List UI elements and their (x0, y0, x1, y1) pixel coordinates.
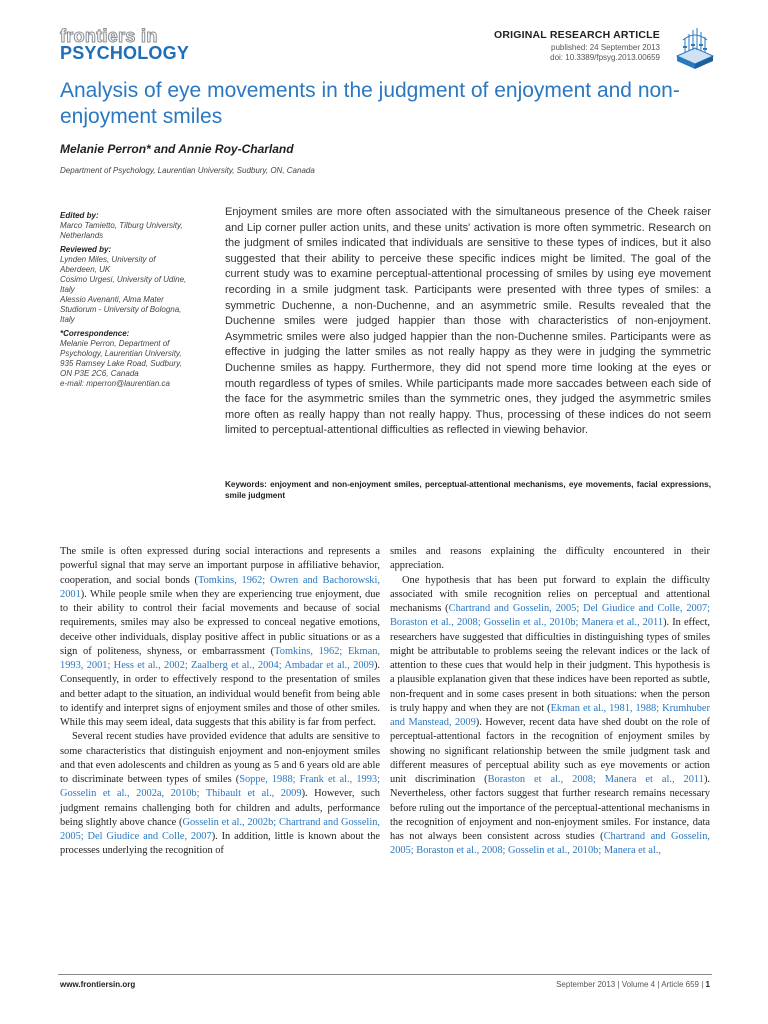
editorial-sidebar (60, 207, 210, 389)
citation-link[interactable]: Chartrand and Gosselin, 2005; Del Giudice and Colle, 2007; Boraston et al., 2008; Gosselin et al., 2010b; Manera et al., 2011 (390, 603, 710, 629)
affiliation: Department of Psychology, Laurentian University, Sudbury, ON, Canada (60, 166, 315, 175)
abstract: Enjoyment smiles are more often associated with the simultaneous presence of the Cheek raiser and Lip corner puller action units, and these units' activation is more often symmetric. Research on the judgment of smiles indicated that individuals are sensitive to these types of indices, but it also suggested that their ability to perceive these specific indices might be limited. The goal of the current study was to examine perceptual-attentional processing of smiles by using eye movement recording in a smile judgment task. Participants were presented with three types of smiles: a symmetric Duchenne, a non-Duchenne, and an asymmetric smile. Results revealed that the Duchenne smiles were judged happier than those with characteristics of non-enjoyment. Asymmetric smiles were also judged happier than the non-Duchenne smiles. Participants were as effective in judging the latter smiles as not really happy as they were in judging the symmetric Duchenne smiles as happy. Furthermore, they did not spend more time looking at the eyes or mouth regardless of types of smiles. While participants made more saccades between each side of the face for the asymmetric smiles than the symmetric ones, they judged the asymmetric smiles more often as really happy than not really happy. Thus, processing of these indices do not seem limited to perceptual-attentional difficulties as reflected in viewing behavior. (225, 206, 711, 437)
keywords-label: Keywords: (225, 480, 267, 489)
journal-emblem-icon (671, 24, 719, 70)
paragraph (60, 545, 380, 730)
citation-link[interactable]: Soppe, 1988; Frank et al., 1993; Gosselin et al., 2002a, 2010b; Thibault et al., 2009 (60, 774, 380, 800)
journal-logo-line1: frontiers in (60, 26, 158, 46)
edited-by-heading: Edited by: (60, 211, 99, 220)
body-text: ). However, recent data have shed doubt on the role of perceptual-attentional factors in the recognition of enjoyment smiles by showing no significant relationship between the smile judgment task and different measures of perceptual ability such as eye movements or action unit discrimination ( (390, 717, 710, 785)
footer-issue-info (480, 980, 710, 989)
citation-link[interactable]: Tomkins, 1962; Ekman, 1993, 2001; Hess et al., 2002; Zaalberg et al., 2004; Ambadar et al., 2009 (60, 645, 380, 671)
body-text: ). While people smile when they are experiencing true enjoyment, due to their ability to control their facial movements and because of social requirements, smiles may also be expressed to conceal negative emotions, deceive other individuals, display positive affect in public situations or as a sign of politeness, shyness, or embarrassment ( (60, 588, 380, 657)
reviewed-by-text: Lynden Miles, University of Aberdeen, UK Cosimo Urgesi, University of Udine, Italy Alessio Avenanti, Alma Mater Studiorum - University of Bologna, Italy (60, 255, 187, 324)
reviewed-by-heading: Reviewed by: (60, 245, 112, 254)
citation-link[interactable]: Boraston et al., 2008; Manera et al., 2011 (487, 774, 704, 785)
doi: doi: 10.3389/fpsyg.2013.00659 (550, 53, 660, 62)
body-text: ). In effect, researchers have suggested that difficulties in distinguishing types of smiles might be attributable to problems seeing the relevant indices or the lack of attention to these cues that would help in their judgment. This hypothesis is a plausible explanation given that these indices have been reported as subtle, non-frequent and in some cases present in both situations: when the person is truly happy and when they are not ( (390, 617, 710, 714)
body-text: ). Consequently, in order to effectively respond to the presentation of smiles and better adapt to the situation, an individual would benefit from being able to identify and interpret signs of enjoyment smiles and those of other smiles. While this may seem ideal, data suggests that this ability is far from perfect. (60, 660, 380, 728)
edited-by-text: Marco Tamietto, Tilburg University, Netherlands (60, 221, 183, 240)
body-text: One hypothesis that has been put forward to explain the difficulty associated with smile recognition relies on perceptual and attentional mechanisms ( (390, 574, 710, 614)
body-text: The smile is often expressed during social interactions and represents a powerful signal that may serve an important purpose in affiliative behavior, cooperation, and social bonds ( (60, 546, 380, 586)
correspondence-text: Melanie Perron, Department of Psychology, Laurentian University, 935 Ramsey Lake Road, Sudbury, ON P3E 2C6, Canada e-mail: mperron@laurentian.ca (60, 339, 182, 388)
correspondence-heading: *Correspondence: (60, 329, 130, 338)
citation-link[interactable]: Chartrand and Gosselin, 2005; Boraston et al., 2008; Gosselin et al., 2010b; Manera et al., (390, 831, 710, 857)
paragraph (390, 545, 710, 574)
footer-website-link[interactable]: www.frontiersin.org (60, 980, 136, 989)
body-text: ). Nevertheless, other factors suggest that further research remains necessary before ruling out the importance of the perceptual-attentional mechanisms in the recognition of enjoyment and non-enjoyment smiles. For instance, data has not always been consistent across studies ( (390, 774, 710, 842)
journal-logo-line2: PSYCHOLOGY (60, 43, 190, 63)
body-column-left (60, 545, 380, 859)
issue-info: September 2013 | Volume 4 | Article 659 | (556, 980, 704, 989)
article-type: ORIGINAL RESEARCH ARTICLE (493, 29, 660, 41)
body-text: ). In addition, little is known about the processes underlying the recognition of (60, 831, 380, 857)
publication-meta (468, 43, 660, 63)
keywords (225, 479, 711, 501)
body-text: smiles and reasons explaining the difficulty encountered in their appreciation. (390, 546, 710, 572)
paragraph (390, 574, 710, 859)
keywords-text: enjoyment and non-enjoyment smiles, perceptual-attentional mechanisms, eye movements, facial expressions, smile judgment (225, 480, 711, 500)
article-title: Analysis of eye movements in the judgment of enjoyment and non-enjoyment smiles (60, 79, 680, 128)
citation-link[interactable]: Tomkins, 1962; Owren and Bachorowski, 2001 (60, 574, 380, 600)
footer-rule (58, 974, 712, 975)
body-column-right (390, 545, 710, 859)
body-text: ). However, such judgment remains challenging both for children and adults, performance being slightly above chance ( (60, 788, 380, 828)
body-text: Several recent studies have provided evidence that adults are sensitive to some characteristics that distinguish enjoyment and non-enjoyment smiles and that even adolescents and children as young as 5 and 6 years old are able to discriminate between types of smiles ( (60, 731, 380, 785)
citation-link[interactable]: Gosselin et al., 2002b; Chartrand and Gosselin, 2005; Del Giudice and Colle, 2007 (60, 816, 380, 842)
citation-link[interactable]: Ekman et al., 1981, 1988; Krumhuber and Manstead, 2009 (390, 702, 710, 728)
authors: Melanie Perron* and Annie Roy-Charland (60, 142, 294, 156)
page-number: 1 (705, 980, 710, 989)
paragraph (60, 730, 380, 858)
published-date: published: 24 September 2013 (551, 43, 660, 52)
